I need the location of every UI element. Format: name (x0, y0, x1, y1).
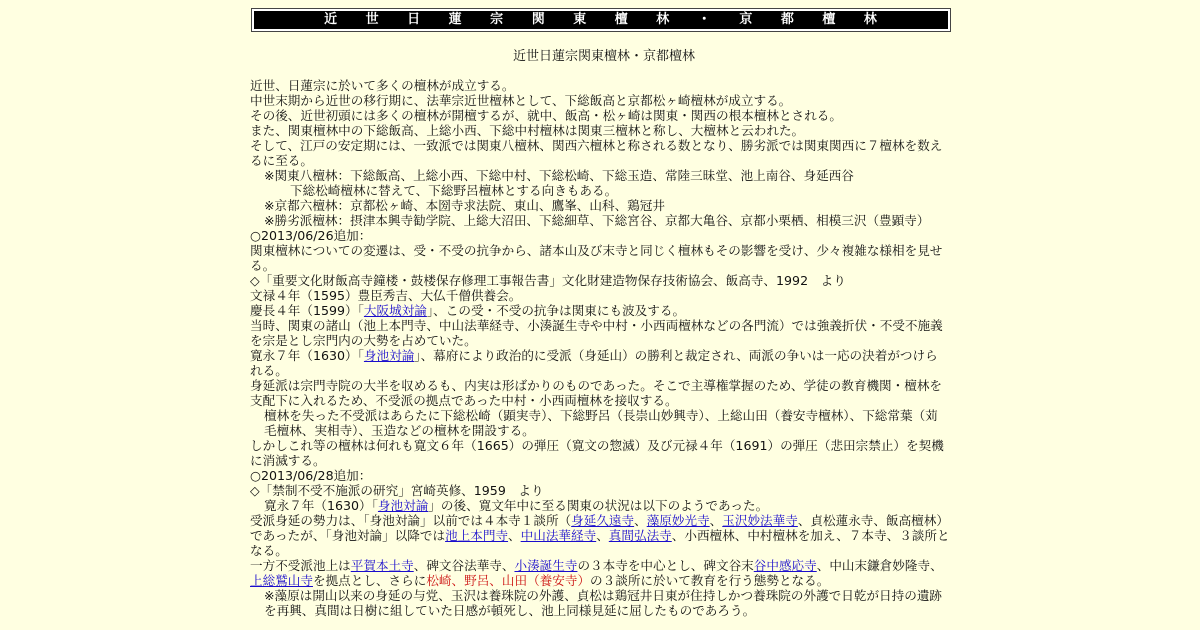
link-kominato-tanjoji[interactable]: 小湊誕生寺 (514, 558, 578, 573)
text: 、貞松蓮永寺、飯高檀林）であったが、「身池対論」以降では (250, 513, 949, 543)
note-kanto-8-alt: 下総松崎檀林に替えて、下総野呂檀林とする向きもある。 (290, 183, 618, 198)
paragraph: そして、江戸の安定期には、一致派では関東八檀林、関西六檀林と称される数となり、勝劣派では関東関西に７檀林を数えるに至る。 (250, 138, 943, 168)
link-tamazawa-myohokkeji[interactable]: 玉沢妙法華寺 (722, 513, 798, 528)
link-osaka-debate[interactable]: 大阪城対論 (363, 303, 427, 318)
text: を拠点とし、さらに (312, 573, 427, 588)
paragraph: 身延派は宗門寺院の大半を収めるも、内実は形ばかりのものであった。そこで主導権掌握のため、学徒の教育機関・檀林を支配下に入れるため、不受派の拠点であった中村・小西両檀林を接収する。 (250, 378, 943, 408)
text: 一方不受派池上は (250, 558, 351, 573)
update-heading: ○2013/06/26追加： (250, 228, 372, 243)
link-shinchi-debate[interactable]: 身池対論 (377, 498, 429, 513)
text: 慶長４年（1599）「 (250, 303, 364, 318)
paragraph: また、関東檀林中の下総飯高、上総小西、下総中村檀林は関東三檀林と称し、大檀林と云われた。 (250, 123, 805, 138)
text: 、中山末鎌倉妙隆寺、 (816, 558, 943, 573)
paragraph (250, 303, 950, 318)
text: 、 (596, 528, 609, 543)
paragraph: しかしこれ等の檀林は何れも寛文６年（1665）の弾圧（寛文の惣滅）及び元禄４年（1691）の弾圧（悲田宗禁止）を契機に消滅する。 (250, 438, 944, 468)
paragraph (250, 513, 950, 558)
source-citation: ◇「重要文化財飯高寺鐘楼・鼓楼保存修理工事報告書」文化財建造物保存技術協会、飯高寺、1992 より (250, 273, 846, 288)
link-hiraga-hondoji[interactable]: 平賀本土寺 (350, 558, 414, 573)
text: の３談所に於いて教育を行う態勢となる。 (590, 573, 830, 588)
paragraph: 檀林を失った不受派はあらたに下総松崎（顕実寺）、下総野呂（長崇山妙興寺）、上総山田（養安寺檀林）、下総常葉（苅毛檀林、実相寺）、玉造などの檀林を開設する。 (264, 408, 938, 438)
paragraph (250, 498, 950, 513)
text: 、 (634, 513, 647, 528)
link-ikegami-honmonji[interactable]: 池上本門寺 (445, 528, 509, 543)
update-heading: ○2013/06/28追加： (250, 468, 372, 483)
page-container (250, 8, 950, 618)
banner-title: 近 世 日 蓮 宗 関 東 檀 林 ・ 京 都 檀 林 (254, 11, 948, 29)
text: 、碑文谷法華寺、 (413, 558, 515, 573)
link-yanaka-kannoji[interactable]: 谷中感応寺 (753, 558, 817, 573)
link-nakayama-hokekyoji[interactable]: 中山法華経寺 (520, 528, 597, 543)
link-mama-gubōji[interactable]: 真間弘法寺 (608, 528, 672, 543)
link-kazusa-jusenji[interactable]: 上総鷲山寺 (250, 573, 313, 588)
paragraph: 近世、日蓮宗に於いて多くの檀林が成立する。 (250, 78, 515, 93)
paragraph: 中世末期から近世の移行期に、法華宗近世檀林として、下総飯高と京都松ヶ崎檀林が成立する。 (250, 93, 792, 108)
highlight-three-danjo: 松崎、野呂、山田（養安寺） (426, 573, 591, 588)
text: 寛永７年（1630）「 (250, 348, 364, 363)
source-citation: ◇「禁制不受不施派の研究」宮崎英修、1959 より (250, 483, 544, 498)
text: 」、幕府により政治的に受派（身延山）の勝利と裁定され、両派の争いは一応の決着がつけられる。 (250, 348, 938, 378)
text: 、小西檀林、中村檀林を加え、７本寺、３談所となる。 (250, 528, 950, 558)
link-minobu-kuonji[interactable]: 身延久遠寺 (571, 513, 635, 528)
note-paragraph: ※藻原は開山以来の身延の与党、玉沢は養珠院の外護、貞松は鶏冠井日東が住持しかつ養珠院の外護で日乾が日持の遺跡を再興、真間は日樹に組していた日感が頓死し、池上同様見延に屈したものであろう。 (264, 588, 943, 618)
note-kanto-8: ※関東八檀林：下総飯高、上総小西、下総中村、下総松崎、下総玉造、常陸三昧堂、池上南谷、身延西谷 (264, 168, 854, 183)
paragraph: 文禄４年（1595）豊臣秀吉、大仏千僧供養会。 (250, 288, 522, 303)
page-subtitle: 近世日蓮宗関東檀林・京都檀林 (512, 49, 695, 64)
text: 」の後、寛文年中に至る関東の状況は以下のようであった。 (428, 498, 769, 513)
paragraph: 当時、関東の諸山（池上本門寺、中山法華経寺、小湊誕生寺や中村・小西両檀林などの各門流）では強義折伏・不受不施義を宗是とし宗門内の大勢を占めていた。 (250, 318, 943, 348)
note-kyoto-6: ※京都六檀林：京都松ヶ崎、本圀寺求法院、東山、鷹峯、山科、鶏冠井 (264, 198, 665, 213)
paragraph: その後、近世初頭には多くの檀林が開檀するが、就中、飯高・松ヶ崎は関東・関西の根本檀林とされる。 (250, 108, 842, 123)
text: 受派身延の勢力は、「身池対論」以前では４本寺１談所（ (250, 513, 572, 528)
note-shoretsu: ※勝劣派檀林：摂津本興寺勧学院、上総大沼田、下総細草、下総宮谷、京都大亀谷、京都小栗栖、相模三沢（豊顕寺） (264, 213, 930, 228)
text: 」、この受・不受の抗争は関東にも波及する。 (426, 303, 686, 318)
link-mobara-myokoji[interactable]: 藻原妙光寺 (646, 513, 710, 528)
title-banner (251, 8, 951, 32)
link-shinchi-debate[interactable]: 身池対論 (363, 348, 415, 363)
paragraph (250, 348, 950, 378)
paragraph (250, 558, 950, 588)
text: の３本寺を中心とし、碑文谷末 (577, 558, 754, 573)
text: 、 (508, 528, 521, 543)
text: 、 (709, 513, 723, 528)
paragraph: 関東檀林についての変遷は、受・不受の抗争から、諸本山及び末寺と同じく檀林もその影響を受け、少々複雑な様相を見せる。 (250, 243, 943, 273)
text: 寛永７年（1630）「 (264, 498, 378, 513)
article-body (250, 78, 950, 618)
